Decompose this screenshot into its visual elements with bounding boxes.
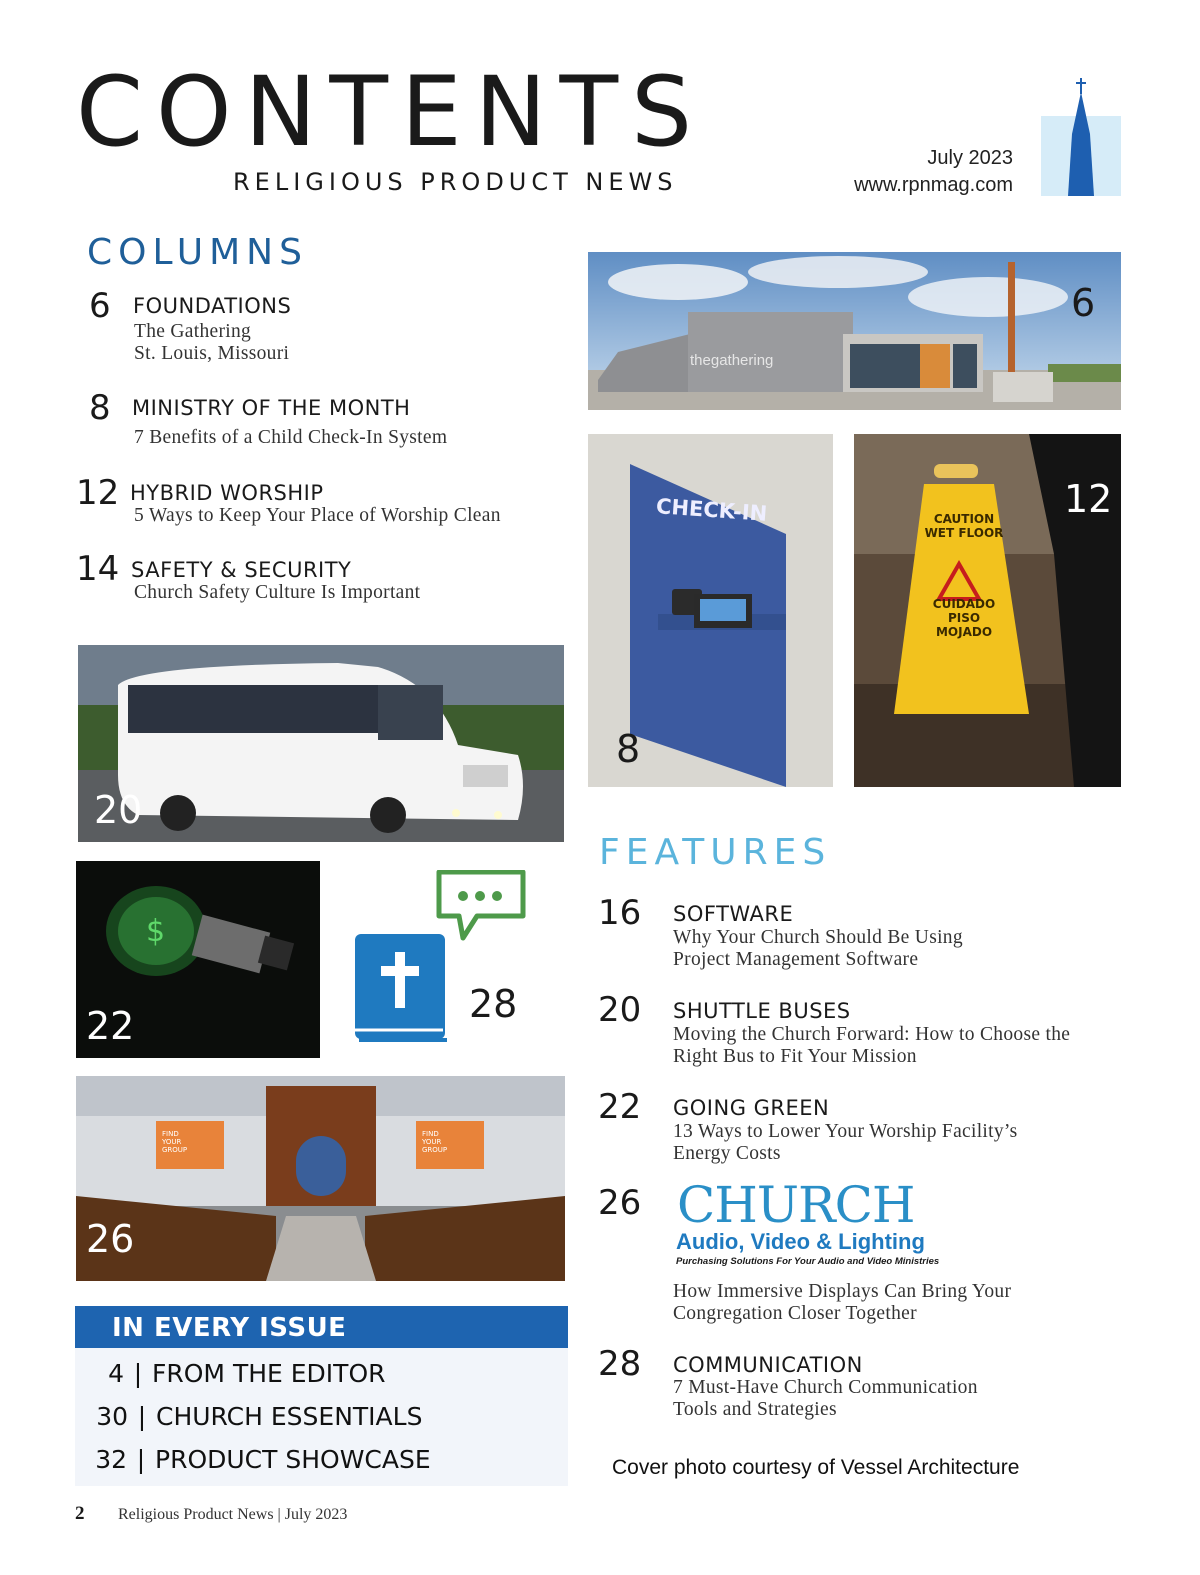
feature-page-number: 16 (598, 893, 642, 933)
feature-page-number: 22 (598, 1087, 642, 1127)
feature-description: Why Your Church Should Be Using Project Management Software (673, 927, 963, 970)
column-description: The Gathering St. Louis, Missouri (134, 321, 290, 364)
feature-page-number: 26 (598, 1183, 642, 1223)
feature-description: Moving the Church Forward: How to Choose the Right Bus to Fit Your Mission (673, 1024, 1071, 1067)
column-description: 5 Ways to Keep Your Place of Worship Clean (134, 505, 501, 526)
screen-text-left: FIND YOUR GROUP (162, 1130, 188, 1154)
check-in-sign: CHECK-IN (655, 494, 768, 526)
photo-page-number: 8 (616, 727, 641, 771)
column-description: 7 Benefits of a Child Check-In System (134, 427, 448, 448)
footer-page-number: 2 (75, 1503, 85, 1524)
column-page-number: 12 (76, 473, 120, 513)
separator: | (137, 1402, 147, 1431)
every-issue-page: 30 (96, 1402, 128, 1431)
photo-page-number: 12 (1064, 477, 1113, 521)
screen-text-right: FIND YOUR GROUP (422, 1130, 448, 1154)
photo-page-number: 22 (86, 1004, 135, 1048)
photo-page-number: 6 (1071, 281, 1096, 325)
gathering-building-photo (588, 252, 1121, 410)
feature-description: 13 Ways to Lower Your Worship Facility’s Energy Costs (673, 1121, 1018, 1164)
every-issue-title: FROM THE EDITOR (152, 1359, 386, 1388)
photo-page-number: 20 (94, 788, 143, 832)
every-issue-title: CHURCH ESSENTIALS (156, 1402, 423, 1431)
every-issue-page: 4 (108, 1359, 124, 1388)
sanctuary-photo (76, 1076, 565, 1281)
feature-description: How Immersive Displays Can Bring Your Congregation Closer Together (673, 1281, 1012, 1324)
building-sign: thegathering (690, 352, 774, 369)
column-title[interactable]: HYBRID WORSHIP (130, 481, 324, 505)
in-every-issue-heading: IN EVERY ISSUE (112, 1313, 347, 1343)
cover-photo-credit: Cover photo courtesy of Vessel Architecture (612, 1456, 1020, 1479)
shuttle-bus-photo (78, 645, 564, 842)
column-title[interactable]: FOUNDATIONS (133, 294, 292, 318)
feature-page-number: 20 (598, 990, 642, 1030)
every-issue-row[interactable] (76, 1404, 422, 1429)
columns-heading: COLUMNS (87, 232, 308, 273)
every-issue-row[interactable] (75, 1447, 431, 1472)
church-av-logo-subtitle: Audio, Video & Lighting (676, 1229, 925, 1254)
column-page-number: 8 (89, 388, 111, 428)
feature-description: 7 Must-Have Church Communication Tools and Strategies (673, 1377, 978, 1420)
separator: | (133, 1359, 143, 1388)
check-in-station-photo (588, 434, 833, 787)
svg-text:$: $ (146, 914, 166, 949)
feature-title[interactable]: GOING GREEN (673, 1096, 830, 1120)
feature-title[interactable]: COMMUNICATION (673, 1353, 863, 1377)
separator: | (136, 1445, 146, 1474)
column-title[interactable]: MINISTRY OF THE MONTH (132, 396, 411, 420)
wet-floor-sign-photo (854, 434, 1121, 787)
feature-title[interactable]: SOFTWARE (673, 902, 794, 926)
feature-title[interactable]: SHUTTLE BUSES (673, 999, 851, 1023)
caution-sign-text-bottom: CUIDADO PISO MOJADO (932, 597, 996, 639)
church-av-logo-tagline: Purchasing Solutions For Your Audio and Video Ministries (676, 1256, 940, 1267)
every-issue-title: PRODUCT SHOWCASE (155, 1445, 431, 1474)
footer-publication: Religious Product News | July 2023 (118, 1506, 348, 1523)
church-av-logo-title: CHURCH (677, 1176, 915, 1234)
page-title: CONTENTS (76, 56, 706, 168)
website-link[interactable]: www.rpnmag.com (854, 174, 1013, 196)
issue-date: July 2023 (927, 147, 1013, 169)
features-heading: FEATURES (599, 832, 832, 873)
column-page-number: 14 (76, 549, 120, 589)
column-title[interactable]: SAFETY & SECURITY (131, 558, 352, 582)
every-issue-page: 32 (95, 1445, 127, 1474)
column-page-number: 6 (89, 286, 111, 326)
photo-page-number: 26 (86, 1217, 135, 1261)
steeple-logo-icon (1041, 78, 1121, 196)
feature-page-number: 28 (598, 1344, 642, 1384)
every-issue-row[interactable] (72, 1361, 386, 1386)
column-description: Church Safety Culture Is Important (134, 582, 421, 603)
green-lightbulb-photo (76, 861, 320, 1058)
photo-page-number: 28 (469, 982, 518, 1026)
caution-sign-text-top: CAUTION WET FLOOR (924, 512, 1004, 540)
magazine-name: RELIGIOUS PRODUCT NEWS (233, 168, 678, 196)
